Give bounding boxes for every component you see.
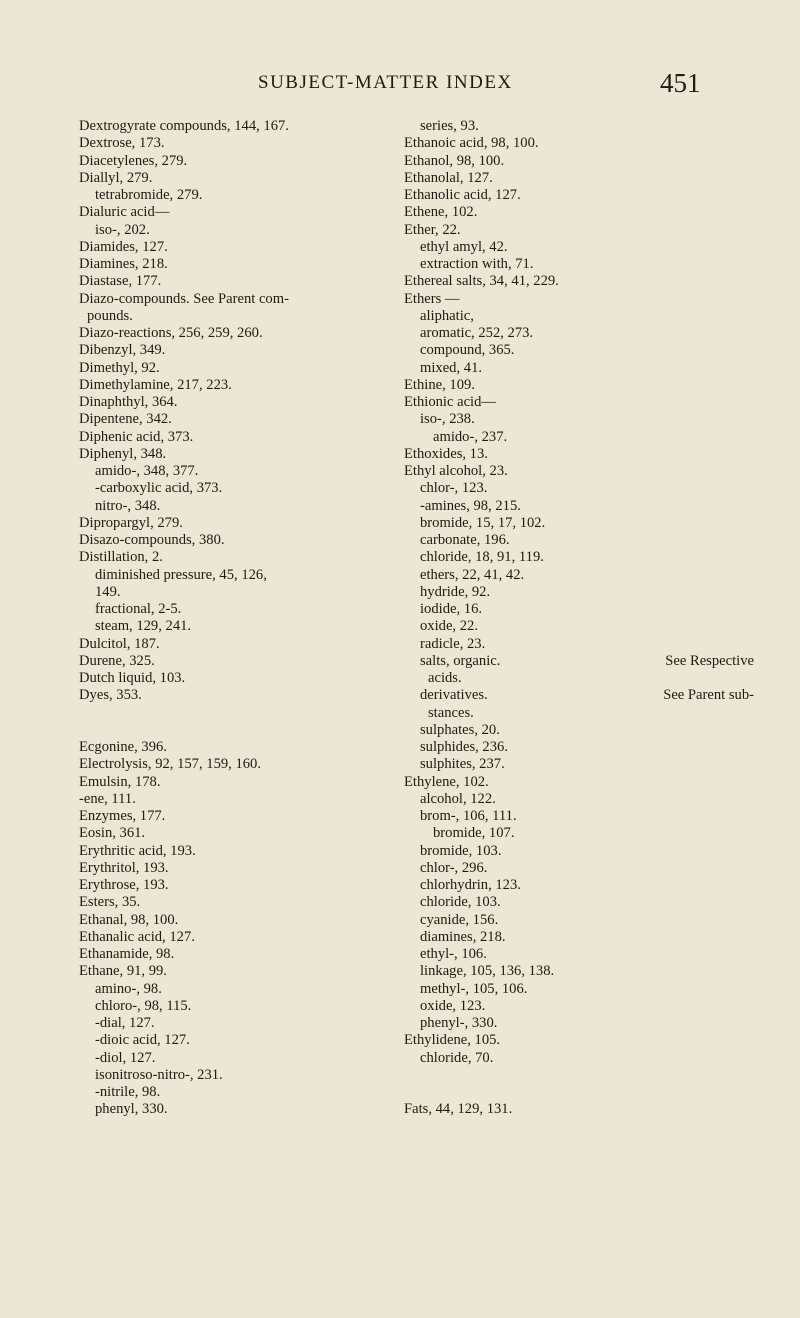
index-entry: Diallyl, 279.	[79, 169, 153, 186]
index-subentry: phenyl, 330.	[95, 1101, 168, 1118]
index-entry: Dialuric acid—	[79, 204, 170, 221]
index-subentry: chlor-, 296.	[420, 859, 488, 876]
index-entry: Diamines, 218.	[79, 256, 168, 272]
index-entry: Dextrogyrate compounds, 144, 167.	[79, 118, 289, 134]
index-subentry: oxide, 123.	[420, 997, 486, 1014]
index-entry-continuation: pounds.	[87, 307, 133, 324]
index-entry: Ethylene, 102.	[404, 773, 489, 790]
section-gap	[404, 1067, 754, 1102]
index-subentry: steam, 129, 241.	[95, 618, 192, 635]
index-subentry: tetrabromide, 279.	[95, 187, 203, 203]
index-subentry: -dioic acid, 127.	[95, 1032, 190, 1049]
index-entry: Ethanalic acid, 127.	[79, 928, 195, 945]
index-entry: Dibenzyl, 349.	[79, 342, 166, 359]
index-entry: Erythritic acid, 193.	[79, 842, 196, 859]
index-entry: -ene, 111.	[79, 790, 136, 807]
index-subentry: -nitrile, 98.	[95, 1084, 161, 1100]
index-subentry: iodide, 16.	[420, 601, 483, 617]
cross-reference-target: See Respective	[665, 652, 754, 669]
index-subentry: bromide, 15, 17, 102.	[420, 514, 546, 531]
page-header	[0, 70, 800, 104]
index-entry: Ethoxides, 13.	[404, 445, 488, 462]
index-subentry: cyanide, 156.	[420, 911, 499, 928]
page-number: 451	[660, 68, 701, 98]
index-entry: Erythritol, 193.	[79, 859, 169, 876]
index-subentry: -amines, 98, 215.	[420, 497, 521, 514]
index-subentry: fractional, 2-5.	[95, 601, 182, 617]
index-entry: Ethane, 91, 99.	[79, 963, 167, 980]
index-subentry: -carboxylic acid, 373.	[95, 480, 223, 497]
index-subentry: diamines, 218.	[420, 928, 506, 945]
index-entry: Dipentene, 342.	[79, 411, 172, 428]
index-entry: Ethanol, 98, 100.	[404, 152, 505, 169]
index-entry: Distillation, 2.	[79, 549, 163, 566]
index-subentry: chlorhydrin, 123.	[420, 877, 521, 893]
index-subentry: sulphites, 237.	[420, 756, 505, 773]
index-subentry: mixed, 41.	[420, 359, 483, 376]
index-subentry: amido-, 237.	[433, 428, 508, 445]
index-subentry: iso-, 238.	[420, 411, 475, 428]
index-entry: Ether, 22.	[404, 221, 461, 238]
running-title: SUBJECT-MATTER INDEX	[258, 72, 513, 93]
cross-reference-term: salts, organic.	[420, 652, 501, 669]
index-subentry: radicle, 23.	[420, 635, 486, 652]
index-subentry: chloride, 18, 91, 119.	[420, 549, 544, 566]
index-column-left	[79, 118, 391, 1119]
index-entry: Diastase, 177.	[79, 273, 162, 290]
index-subentry: aliphatic,	[420, 307, 474, 324]
index-entry: Esters, 35.	[79, 894, 141, 911]
index-entry-continuation: 149.	[95, 583, 121, 600]
index-subentry: amino-, 98.	[95, 980, 162, 997]
index-subentry: bromide, 107.	[433, 825, 515, 842]
index-entry: Ethyl alcohol, 23.	[404, 463, 508, 479]
index-subentry: alcohol, 122.	[420, 790, 496, 807]
index-subentry: chloro-, 98, 115.	[95, 997, 192, 1014]
index-subentry: -dial, 127.	[95, 1015, 155, 1031]
index-subentry: series, 93.	[420, 118, 479, 134]
index-entry: Ecgonine, 396.	[79, 739, 167, 755]
index-subentry: nitro-, 348.	[95, 497, 161, 514]
index-entry: Emulsin, 178.	[79, 773, 161, 790]
index-entry: Erythrose, 193.	[79, 877, 169, 893]
index-entry: Dimethyl, 92.	[79, 359, 160, 376]
index-subentry: sulphides, 236.	[420, 739, 508, 755]
index-subentry: amido-, 348, 377.	[95, 463, 199, 479]
index-subentry: brom-, 106, 111.	[420, 808, 517, 824]
index-entry: Ethers —	[404, 290, 460, 307]
index-subentry: methyl-, 105, 106.	[420, 980, 528, 997]
index-entry: Dutch liquid, 103.	[79, 670, 186, 686]
index-entry: Dulcitol, 187.	[79, 635, 160, 652]
index-subentry: -diol, 127.	[95, 1049, 156, 1066]
index-subentry: linkage, 105, 136, 138.	[420, 963, 555, 980]
index-subentry: oxide, 22.	[420, 618, 478, 635]
index-entry: Electrolysis, 92, 157, 159, 160.	[79, 756, 262, 773]
index-subentry: ethyl-, 106.	[420, 946, 487, 962]
index-entry: Diamides, 127.	[79, 238, 168, 255]
index-entry: Dyes, 353.	[79, 687, 142, 704]
index-subentry: hydride, 92.	[420, 583, 491, 600]
section-gap	[79, 705, 391, 740]
index-entry: Diphenyl, 348.	[79, 445, 167, 462]
index-entry: Ethanoic acid, 98, 100.	[404, 135, 539, 152]
index-subentry: ethyl amyl, 42.	[420, 238, 508, 255]
index-entry: Ethanal, 98, 100.	[79, 911, 179, 928]
index-column-right	[404, 118, 754, 1119]
index-entry: Enzymes, 177.	[79, 808, 166, 824]
index-entry: Dipropargyl, 279.	[79, 514, 183, 531]
index-entry: Dinaphthyl, 364.	[79, 394, 178, 410]
index-subentry: extraction with, 71.	[420, 256, 534, 272]
index-subentry: ethers, 22, 41, 42.	[420, 566, 525, 583]
index-entry: Ethanolal, 127.	[404, 169, 493, 186]
index-entry: Disazo-compounds, 380.	[79, 532, 225, 548]
index-entry: Diphenic acid, 373.	[79, 428, 194, 445]
index-entry: Durene, 325.	[79, 652, 155, 669]
index-entry-continuation: acids.	[428, 670, 462, 686]
index-entry: Dimethylamine, 217, 223.	[79, 376, 232, 393]
index-entry: Diacetylenes, 279.	[79, 152, 188, 169]
index-entry: Dextrose, 173.	[79, 135, 165, 152]
index-entry: Ethylidene, 105.	[404, 1032, 501, 1049]
index-subentry: compound, 365.	[420, 342, 515, 359]
index-entry: Ethene, 102.	[404, 204, 478, 221]
index-entry: Ethanamide, 98.	[79, 946, 175, 962]
index-entry-continuation: stances.	[428, 704, 474, 721]
index-subentry: carbonate, 196.	[420, 532, 510, 548]
index-subentry-cross-reference	[404, 653, 754, 670]
index-entry: Eosin, 361.	[79, 825, 146, 842]
index-subentry: chloride, 70.	[420, 1049, 494, 1066]
cross-reference-target: See Parent sub-	[663, 687, 754, 704]
index-entry: Ethionic acid—	[404, 394, 496, 410]
index-subentry: chlor-, 123.	[420, 480, 488, 497]
index-subentry: phenyl-, 330.	[420, 1015, 498, 1031]
index-subentry: sulphates, 20.	[420, 721, 500, 738]
cross-reference-term: derivatives.	[420, 687, 488, 704]
index-entry: Diazo-reactions, 256, 259, 260.	[79, 325, 263, 341]
index-subentry: aromatic, 252, 273.	[420, 325, 534, 341]
index-subentry: chloride, 103.	[420, 894, 501, 911]
index-subentry: diminished pressure, 45, 126,	[95, 566, 267, 583]
index-entry: Diazo-compounds. See Parent com-	[79, 290, 289, 307]
index-entry: Ethereal salts, 34, 41, 229.	[404, 273, 559, 290]
index-subentry: iso-, 202.	[95, 221, 150, 238]
index-subentry: bromide, 103.	[420, 842, 502, 859]
index-subentry: isonitroso-nitro-, 231.	[95, 1066, 223, 1083]
index-subentry-cross-reference	[404, 687, 754, 704]
index-entry: Ethine, 109.	[404, 376, 475, 393]
index-entry: Ethanolic acid, 127.	[404, 187, 521, 203]
index-entry: Fats, 44, 129, 131.	[404, 1101, 513, 1118]
